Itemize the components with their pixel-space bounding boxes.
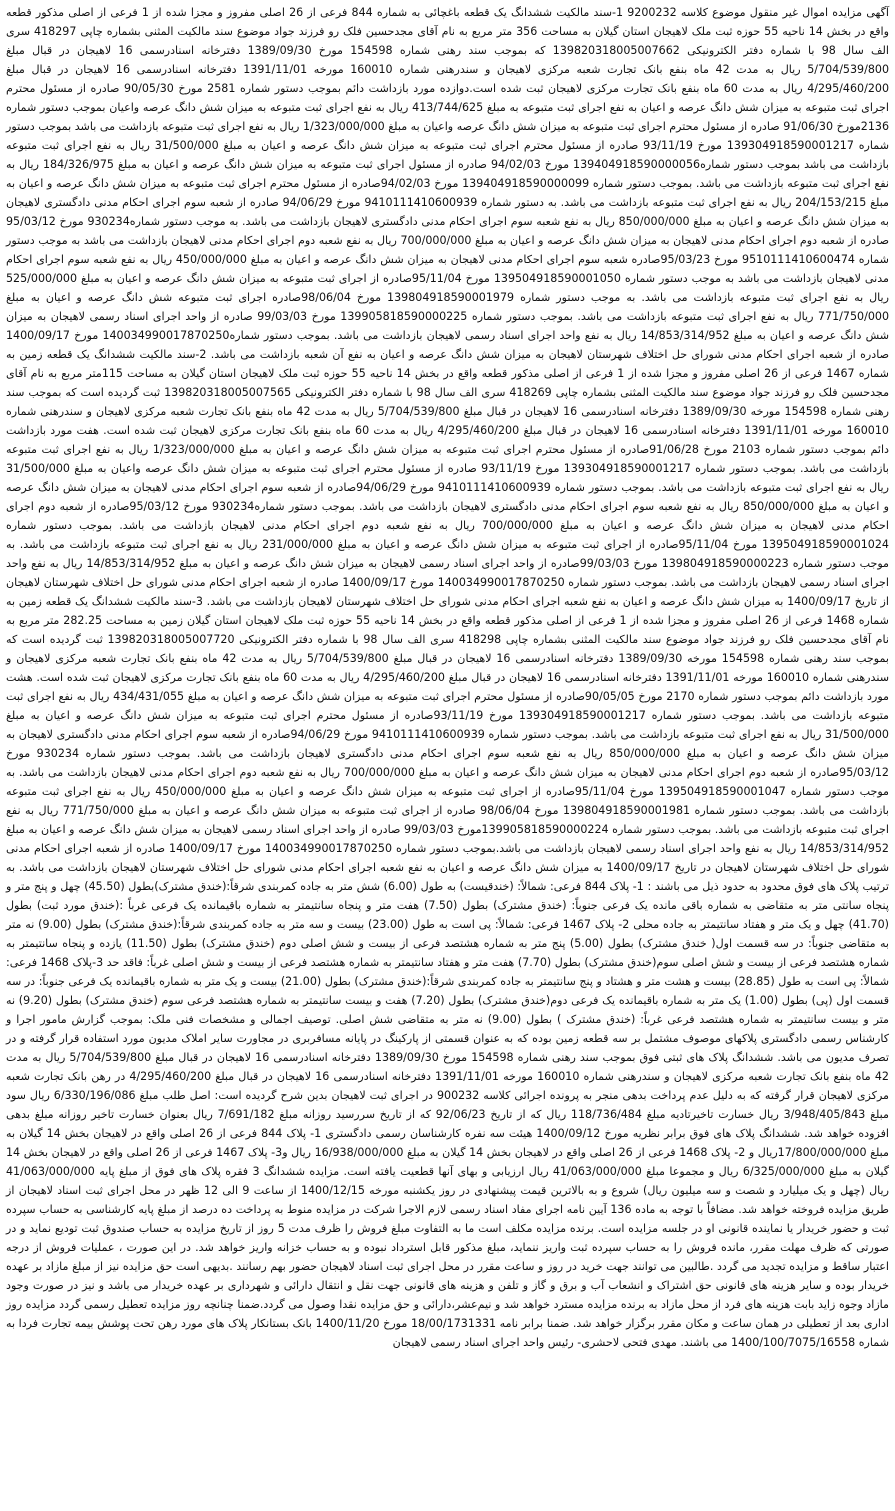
notice-text: آگهی مزایده اموال غیر منقول موضوع کلاسه 9200232 1-سند مالکیت ششدانگ یک قطعه باغچائی به شماره 844 فرعی از 26 اصلی مفروز و مجزا شده از 1 فرعی از اصلی مذکور قطعه واقع در بخش 14 ناحیه 55 حوزه ثبت ملک لاهیجان استان گیلان به مساحت 356 متر مربع به نام آقای مجدحسین فلک رو فرزند جواد موضوع سند مالکیت المثنی بشماره چاپی 418297 سری الف سال 98 با شماره دفتر الکترونیکی 139820318005007662 که بموجب سند رهنی شماره 154598 مورخ 1389/09/30 دفترخانه اسنادرسمی 16 لاهیجان در قبال مبلغ 5/704/539/800 ریال به مدت 42 ماه بنفع بانک تجارت شعبه مرکزی لاهیجان و سندرهنی شماره 160010 مورخه 1391/11/01 دفترخانه اسنادرسمی 16 لاهیجان در قبال مبلغ 4/295/460/200 ریال به مدت 60 ماه بنفع بانک تجارت مرکزی لاهیجان ثبت شده است.دوازده مورد بازداشت دائم بموجب دستور شماره 2581 مورخ 90/05/30 صادره از مسئول محترم اجرای ثبت متبوعه به میزان شش دانگ عرصه و اعیان به نفع اجرای ثبت متبوعه به مبلغ 413/744/625 ریال به نفع اجرای ثبت متبوعه به میزان شش دانگ عرصه واعیان بموجب دستور شماره 2136مورخ 91/06/30 صادره از مسئول محترم اجرای ثبت متبوعه به میزان شش دانگ عرصه واعیان به مبلغ 1/323/000/000 ریال به نفع اجرای ثبت متبوعه بازداشت می باشد بموجب دستور شماره 139304918590001217 مورخ 93/11/19 صادره از مسئول محترم اجرای ثبت متبوعه به میزان شش دانگ عرصه و اعیان به مبلغ 31/500/000 ریال به نفع اجرای ثبت متبوعه بازداشت می باشد بموجب دستور شماره139404918590000056 مورخ 94/02/03 صادره از مسئول اجرای ثبت متبوعه به میزان شش دانگ عرصه و اعیان به مبلغ 184/326/975 ریال به نفع اجرای ثبت متبوعه بازداشت می باشد. بموجب دستور شماره 139404918590000099 مورخ 94/02/03صادره از مسئول محترم اجرای ثبت متبوعه به میزان شش دانگ عرصه و اعیان به مبلغ 204/153/215 ریال به نفع اجرای ثبت متبوعه بازداشت می باشد. به دستور شماره 9410111410600939 مورخ 94/06/29 صادره از شعبه سوم اجرای احکام مدنی دادگستری لاهیجان به میزان شش دانگ عرصه و اعیان به مبلغ 850/000/000 ریال به نفع شعبه سوم اجرای احکام مدنی دادگستری لاهیجان بازداشت می باشد. به موجب دستور شماره930234 مورخ 95/03/12 صادره از شعبه دوم اجرای احکام مدنی لاهیجان به میزان شش دانگ عرصه و اعیان به مبلغ 700/000/000 ریال به نفع شعبه دوم اجرای احکام مدنی لاهیجان بازداشت می باشد به موجب دستور شماره 9510111410600474 مورخ 95/03/23صادره شعبه سوم اجرای احکام مدنی لاهیجان به میزان شش دانگ عرصه و اعیان به مبلغ 450/000/000 ریال به نفع شعبه سوم اجرای احکام مدنی لاهیجان بازداشت می باشد به موجب دستور شماره 139504918590001050 مورخ 95/11/04صادره از اجرای ثبت متبوعه به میزان شش دانگ عرصه و اعیان به مبلغ 525/000/000 ریال به نفع اجرای ثبت متبوعه بازداشت می باشد. به موجب دستور شماره 139804918590001979 مورخ 98/06/04صادره اجرای ثبت متبوعه شش دانگ عرصه و اعیان به مبلغ 771/750/000 ریال به نفع اجرای ثبت متبوعه بازداشت می باشد. بموجب دستور شماره 139905818590000225 مورخ 99/03/03 صادره از واحد اجرای اسناد رسمی لاهیجان به میزان شش دانگ عرصه و اعیان به مبلغ 14/853/314/952 ریال به نفع واحد اجرای اسناد رسمی لاهیجان بازداشت می باشد. بموجب دستور شماره140034990017870250 مورخ 1400/09/17 صادره از شعبه اجرای احکام مدنی شورای حل اختلاف شهرستان لاهیجان به میزان شش دانگ عرصه و اعیان به نفع آن شعبه بازداشت می باشد. 2-سند مالکیت ششدانگ یک قطعه زمین به شماره 1467 فرعی از 26 اصلی مفروز و مجزا شده از 1 فرعی از اصلی مذکور قطعه واقع در بخش 14 ناحیه 55 حوزه ثبت ملک لاهیجان استان گیلان به مساحت 115متر مربع به نام آقای مجدحسین فلک رو فرزند جواد موضوع سند مالکیت المثنی بشماره چاپی 418269 سری الف سال 98 با شماره دفتر الکترونیکی 139820318005007565 ثبت گردیده است که بموجب سند رهنی شماره 154598 مورخه 1389/09/30 دفترخانه اسنادرسمی 16 لاهیجان در قبال مبلغ 5/704/539/800 ریال به مدت 42 ماه بنفع بانک تجارت شعبه مرکزی لاهیجان و سندرهنی شماره 160010 مورخه 1391/11/01 دفترخانه اسنادرسمی 16 لاهیجان در قبال مبلغ 4/295/460/200 ریال به مدت 60 ماه بنفع بانک تجارت مرکزی لاهیجان ثبت شده است. هفت مورد بازداشت دائم بموجب دستور شماره 2103 مورخ 91/06/28صادره از مسئول محترم اجرای ثبت متبوعه به میزان شش دانگ عرصه و اعیان به مبلغ 1/323/000/000 ریال به نفع اجرای ثبت متبوعه بازداشت می باشد. بموجب دستور شماره 139304918590001217 مورخ 93/11/19 صادره از مسئول محترم اجرای ثبت متبوعه به میزان شش دانگ عرصه واعیان به مبلغ 31/500/000 ریال به نفع اجرای ثبت متبوعه بازداشت می باشد. بموجب دستور شماره 9410111410600939 مورخ 94/06/29صادره از شعبه سوم اجرای احکام مدنی لاهیجان به میزان شش دانگ عرصه و اعیان به مبلغ 850/000/000 ریال به نفع شعبه سوم اجرای احکام مدنی دادگستری لاهیجان بازداشت می باشد. بموجب دستور شماره930234 مورخ 95/03/12صادره از شعبه دوم اجرای احکام مدنی لاهیجان به میزان شش دانگ عرصه و اعیان به مبلغ 700/000/000 ریال به نفع شعبه دوم اجرای احکام مدنی لاهیجان بازداشت می باشد. بموجب دستور شماره 139504918590001024 مورخ 95/11/04صادره از اجرای ثبت متبوعه به میزان شش دانگ عرصه و اعیان به مبلغ 231/000/000 ریال به نفع اجرای ثبت متبوعه بازداشت می باشد. به موجب دستور شماره 139804918590000223 مورخ 99/03/03صادره از واحد اجرای اسناد رسمی لاهیجان به میزان شش دانگ عرصه و اعیان به مبلغ 14/853/314/952 ریال به نفع واحد اجرای اسناد رسمی لاهیجان بازداشت می باشد. بموجب دستور شماره 140034990017870250 مورخ 1400/09/17 صادره از شعبه اجرای احکام مدنی شورای حل اختلاف شهرستان لاهیجان از تاریخ 1400/09/17 به میزان شش دانگ عرصه و اعیان به نفع شعبه اجرای احکام مدنی شورای حل اختلاف شهرستان لاهیجان بازداشت می باشد. 3-سند مالکیت ششدانگ یک قطعه زمین به شماره 1468 فرعی از 26 اصلی مفروز و مجزا شده از 1 فرعی از اصلی مذکور قطعه واقع در بخش 14 ناحیه 55 حوزه ثبت ملک لاهیجان استان گیلان زمین به مساحت 282.25 متر مربع به نام آقای مجدحسین فلک رو فرزند جواد موضوع سند مالکیت المثنی بشماره چاپی 418298 سری الف سال 98 با شماره دفتر الکترونیکی 139820318005007720 ثبت گردیده است که بموجب سند رهنی شماره 154598 مورخه 1389/09/30 دفترخانه اسنادرسمی 16 لاهیجان در قبال مبلغ 5/704/539/800 ریال به مدت 42 ماه بنفع بانک تجارت شعبه مرکزی لاهیجان و سندرهنی شماره 160010 مورخه 1391/11/01 دفترخانه اسنادرسمی 16 لاهیجان در قبال مبلغ 4/295/460/200 ریال به مدت 60 ماه بنفع بانک تجارت مرکزی لاهیجان ثبت شده است. هشت مورد بازداشت دائم بموجب دستور شماره 2170 مورخ 90/05/05صادره از مسئول محترم اجرای ثبت متبوعه به میزان شش دانگ عرصه و اعیان به مبلغ 434/431/055 ریال به نفع اجرای ثبت متبوعه بازداشت می باشد. بموجب دستور شماره 139304918590001217 مورخ 93/11/19صادره از مسئول محترم اجرای ثبت متبوعه به میزان شش دانگ عرصه و اعیان به مبلغ 31/500/000 ریال به نفع اجرای ثبت متبوعه بازداشت می باشد. بموجب دستور شماره 9410111410600939 مورخ 94/06/29صادره از شعبه سوم اجرای احکام مدنی دادگستری لاهیجان به میزان شش دانگ عرصه و اعیان به مبلغ 850/000/000 ریال به نفع شعبه سوم اجرای احکام مدنی دادگستری لاهیجان بازداشت می باشد. بموجب دستور شماره 930234 مورخ 95/03/12صادره از شعبه دوم اجرای احکام مدنی لاهیجان به میزان شش دانگ عرصه و اعیان به مبلغ 700/000/000 ریال به نفع شعبه دوم اجرای احکام مدنی لاهیجان بازداشت می باشد. به موجب دستور شماره 139504918590001047 مورخ 95/11/04صادره از اجرای ثبت متبوعه به میزان شش دانگ عرصه و اعیان به مبلغ 450/000/000 ریال به نفع اجرای ثبت متبوعه بازداشت می باشد. بموجب دستور شماره 139804918590001981 مورخ 98/06/04 صادره از اجرای ثبت متبوعه به میزان شش دانگ عرصه و اعیان به مبلغ 771/750/000 ریال به نفع اجرای ثبت متبوعه بازداشت می باشد. بموجب دستور شماره 139905818590000224مورخ 99/03/03 صادره از واحد اجرای اسناد رسمی لاهیجان به میزان شش دانگ عرصه و اعیان به مبلغ 14/853/314/952 ریال به نفع واحد اجرای اسناد رسمی لاهیجان بازداشت می باشد.بموجب دستور شماره 140034990017870250 مورخ 1400/09/17 صادره از شعبه اجرای احکام مدنی شورای حل اختلاف شهرستان لاهیجان در تاریخ 1400/09/17 به میزان شش دانگ عرصه و اعیان به نفع شعبه اجرای احکام مدنی شورای حل اختلاف شهرستان لاهیجان بازداشت می باشد. به ترتیب پلاک های فوق محدود به حدود ذیل می باشند : 1- پلاک 844 فرعی: شمالاً: (خندقیست) به طول (6.00) شش متر به جاده کمربندی شرقاً:(خندق مشترک)بطول (45.50) چهل و پنج متر و پنجاه سانتی متر به متقاضی به شماره باقی مانده یک فرعی جنوباً: (خندق مشترک) بطول (7.50) هفت متر و پنجاه سانتیمتر به شماره باقیمانده یک فرعی غرباً :(خندق مورد ثبت) بطول (41.70) چهل و یک متر و هفتاد سانتیمتر به جاده محلی 2- پلاک 1467 فرعی: شمالاً: پی است به طول (23.00) بیست و سه متر به جاده کمربندی شرقاً:(خندق مشترک) بطول (9.00) نه متر به متقاضی جنوباً: در سه قسمت اول( خندق مشترک) بطول (5.00) پنج متر به شماره هشتصد فرعی از بیست و شش اصلی دوم (خندق مشترک) بطول (11.50) یازده و پنجاه سانتیمتر به شماره هشتصد فرعی از بیست و شش اصلی سوم(خندق مشترک) بطول (7.70) هفت متر و هفتاد سانتیمتر به شماره هشتصد فرعی از بیست و شش اصلی غرباً: فاقد حد 3-پلاک 1468 فرعی: شمالاً: پی است به طول (28.85) بیست و هشت متر و هشتاد و پنج سانتیمتر به جاده کمربندی شرقاً:(خندق مشترک) بطول (21.00) بیست و یک متر به شماره باقیمانده یک فرعی جنوباً: در سه قسمت اول (پی) بطول (1.00) یک متر به شماره باقیمانده یک فرعی دوم(خندق مشترک) بطول (7.20) هفت و بیست سانتیمتر به شماره هشتصد فرعی سوم (خندق مشترک) بطول (9.20) نه متر و بیست سانتیمتر به شماره هشتصد فرعی غرباً: (خندق مشترک ) بطول (9.00) نه متر به متقاضی شش اصلی. توصیف اجمالی و مشخصات فنی ملک: بموجب گزارش مامور اجرا و کارشناس رسمی دادگستری پلاکهای موصوف مشتمل بر سه قطعه زمین بوده که به عنوان قسمتی از پارکینگ در پایانه مسافربری در مجاورت سایر املاک مدیون مورد استفاده قرار گرفته و در تصرف مدیون می باشد. ششدانگ پلاک های ثبتی فوق بموجب سند رهنی شماره 154598 مورخ 1389/09/30 دفترخانه اسنادرسمی 16 لاهیجان در قبال مبلغ 5/704/539/800 ریال به مدت 42 ماه بنفع بانک تجارت شعبه مرکزی لاهیجان و سندرهنی شماره 160010 مورخه 1391/11/01 دفترخانه اسنادرسمی 16 لاهیجان در قبال مبلغ 4/295/460/200 در رهن بانک تجارت شعبه مرکزی لاهیجان قرار گرفته که به دلیل عدم پرداخت بدهی منجر به پرونده اجرائی کلاسه 900232 در اجرای ثبت لاهیجان بدین شرح گردیده است: اصل طلب مبلغ 6/330/196/086 ریال سود مبلغ 3/948/405/843 ریال خسارت تاخیرتادیه مبلغ 118/736/484 ریال که از تاریخ 92/06/23 که از تاریخ سررسید روزانه مبلغ 7/691/182 ریال بعنوان خسارت تاخیر روزانه مبلغ بدهی افزوده خواهد شد. ششدانگ پلاک های فوق برابر نظریه مورخ 1400/09/12 هیئت سه نفره کارشناسان رسمی دادگستری 1- پلاک 844 فرعی از 26 اصلی واقع در لاهیجان بخش 14 گیلان به مبلغ 17/800/000/000ریال و 2- پلاک 1468 فرعی از 26 اصلی واقع در لاهیجان بخش 14 گیلان به مبلغ 16/938/000/000 ریال و3- پلاک 1467 فرعی از 26 اصلی واقع در لاهیجان بخش 14 گیلان به مبلغ 6/325/000/000 ریال و مجموعا مبلغ 41/063/000/000 ریال ارزیابی و بهای آنها قطعیت یافته است. مزایده ششدانگ 3 فقره پلاک های فوق از مبلغ پایه 41/063/000/000 ریال (چهل و یک میلیارد و شصت و سه میلیون ریال) شروع و به بالاترین قیمت پیشنهادی در روز یکشنبه مورخه 1400/12/15 از ساعت 9 الی 12 ظهر در محل اجرای ثبت اسناد لاهیجان از طریق مزایده فروخته خواهد شد. مضافاً با توجه به ماده 136 آیین نامه اجرای مفاد اسناد رسمی لازم الاجرا شرکت در مزایده منوط به پرداخت ده درصد از مبلغ پایه کارشناسی به حساب سپرده ثبت و حضور خریدار یا نماینده قانونی او در جلسه مزایده است. برنده مزایده مکلف است ما به التفاوت مبلغ فروش را ظرف مدت 5 روز از تاریخ مزایده به حساب صندوق ثبت تودیع نماید و در صورتی که ظرف مهلت مقرر، مانده فروش را به حساب سپرده ثبت واریز ننماید، مبلغ مذکور قابل استرداد نبوده و به حساب خزانه واریز خواهد شد. در این صورت ، عملیات فروش از درجه اعتبار ساقط و مزایده تجدید می گردد .طالبین می توانند جهت خرید در روز و ساعت مقرر در محل اجرای ثبت اسناد لاهیجان حضور بهم رسانند .بدیهی است حق مزایده نیز از مبلغ مازاد بر عهده خریدار بوده و سایر هزینه های قانونی حق اشتراک و انشعاب آب و برق و گاز و تلفن و هزینه های قانونی جهت نقل و انتقال دارائی و شهرداری بر عهده خریدار می باشد و نیز در صورت وجود مازاد وجوه زاید بابت هزینه های فرد از محل مازاد به برنده مزایده مسترد خواهد شد و نیم‌عشر،دارائی و حق مزایده نقدا وصول می گردد.ضمنا چنانچه روز مزایده تعطیل رسمی گردد مزایده روز اداری بعد از تعطیلی در همان ساعت و مکان مقرر برگزار خواهد شد. ضمنا برابر نامه 18/00/1731331 مورخ 1400/11/20 بانک بستانکار پلاک های مورد رهن تحت پوشش بیمه تجارت فردا به شماره 1400/100/7075/16558 می باشند. مهدی فتحی لاحشری- رئیس واحد اجرای اسناد رسمی لاهیجان (6, 6, 890, 1349)
